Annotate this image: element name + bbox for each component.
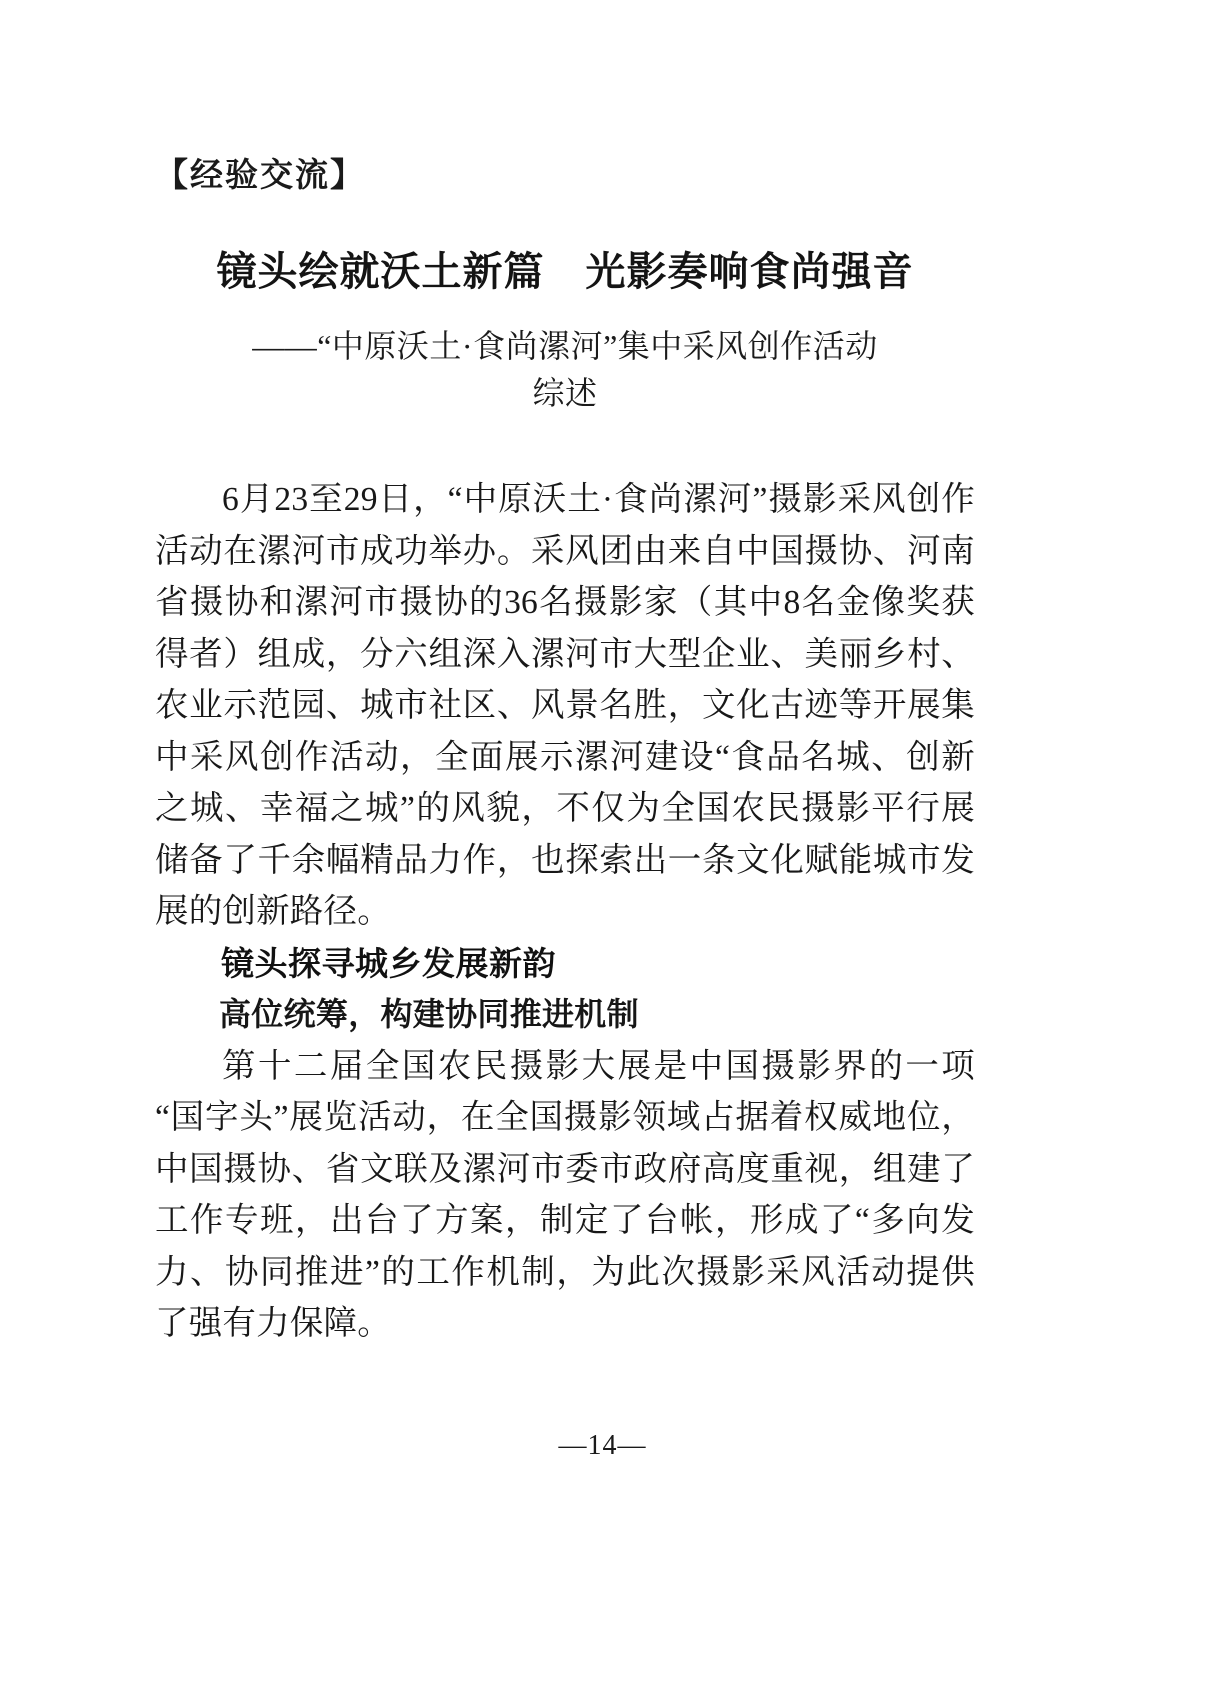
heading-1: 镜头探寻城乡发展新韵 (221, 944, 556, 982)
page-number: —14— (558, 1430, 647, 1461)
subtitle-line-2: 综述 (532, 374, 598, 411)
paragraph-2: 第十二届全国农民摄影大展是中国摄影界的一项“国字头”展览活动，在全国摄影领域占据着权威地位，中国摄协、省文联及漯河市委市政府高度重视，组建了工作专班，出台了方案，制定了台帐，形成了“多向发力、协同推进”的工作机制，为此次摄影采风活动提供了强有力保障。 (155, 1047, 975, 1343)
section-tag: 【经验交流】 (155, 156, 365, 193)
paragraph-1: 6月23至29日，“中原沃土·食尚漯河”摄影采风创作活动在漯河市成功举办。采风团由来自中国摄协、河南省摄协和漯河市摄协的36名摄影家（其中8名金像奖获得者）组成，分六组深入漯河市大型企业、美丽乡村、农业示范园、城市社区、风景名胜，文化古迹等开展集中采风创作活动，全面展示漯河建设“食品名城、创新之城、幸福之城”的风貌，不仅为全国农民摄影平行展储备了千余幅精品力作，也探索出一条文化赋能城市发展的创新路径。 (155, 481, 975, 931)
subtitle-line-1: ——“中原沃土·食尚漯河”集中采风创作活动 (252, 328, 878, 365)
subtitle (155, 323, 975, 416)
body-text (155, 474, 975, 1350)
heading-2: 高位统筹，构建协同推进机制 (219, 996, 639, 1033)
page-content (155, 0, 975, 1350)
page-title: 镜头绘就沃土新篇 光影奏响食尚强音 (216, 248, 914, 294)
